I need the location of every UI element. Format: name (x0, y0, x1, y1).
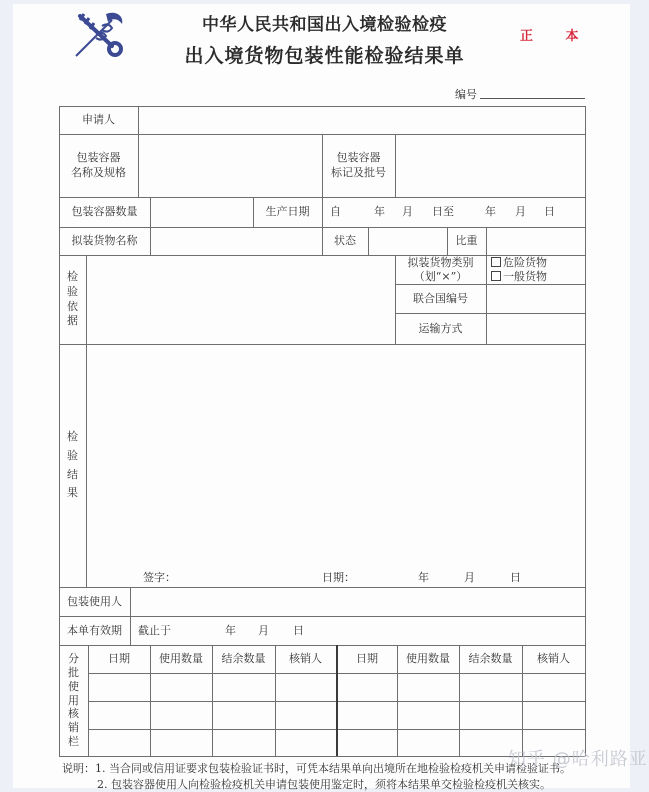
batch-char: 分 (68, 652, 79, 666)
table-row[interactable] (89, 702, 585, 729)
state-label: 状态 (334, 234, 356, 248)
dangerous-goods-label: 危险货物 (503, 256, 547, 270)
notes-line-1 (62, 760, 571, 776)
batch-col-date: 日期 (108, 652, 130, 666)
batch-usage-label (59, 645, 88, 756)
batch-col-remaining-qty: 结余数量 (221, 652, 266, 666)
specific-gravity-field[interactable] (487, 228, 585, 255)
validity-day-label: 日 (293, 624, 304, 638)
container-name-label-line2: 名称及规格 (71, 165, 126, 179)
un-number-label: 联合国编号 (413, 291, 468, 305)
batch-col-remaining-qty-2: 结余数量 (468, 652, 513, 666)
signature-label: 签字： (143, 571, 176, 584)
date-year1-label: 年 (374, 205, 385, 219)
validity-year-label: 年 (225, 624, 236, 638)
basis-char: 检 (67, 269, 78, 283)
serial-number-field[interactable] (480, 98, 585, 99)
validity-month-label: 月 (258, 624, 269, 638)
sign-date-label: 日期： (322, 571, 355, 584)
batch-char: 用 (68, 693, 79, 707)
date-from-label: 自 (330, 205, 341, 219)
date-month2-label: 月 (515, 205, 526, 219)
result-char: 结 (67, 467, 78, 481)
batch-col-date-2: 日期 (356, 652, 378, 666)
inspection-result-label (59, 344, 86, 587)
notes-prefix: 说明： (62, 762, 95, 775)
container-qty-label: 包装容器数量 (71, 205, 138, 219)
goods-category-label-line1: 拟装货物类别 (407, 256, 474, 270)
inspection-basis-label (59, 255, 86, 344)
container-mark-label-line1: 包装容器 (336, 150, 381, 164)
agency-title: 中华人民共和国出入境检验检疫 (202, 15, 447, 35)
package-user-field[interactable] (131, 588, 585, 616)
serial-label: 编号 (455, 88, 477, 101)
container-name-field[interactable] (139, 135, 322, 197)
specific-gravity-label: 比重 (455, 234, 478, 248)
container-mark-label-line2: 标记及批号 (331, 165, 386, 179)
package-user-label: 包装使用人 (67, 594, 122, 608)
form-title: 出入境货物包装性能检验结果单 (184, 45, 465, 67)
signature-field[interactable] (180, 566, 310, 584)
state-field[interactable] (369, 228, 447, 255)
container-name-label-line1: 包装容器 (76, 150, 121, 164)
date-month1-label: 月 (402, 205, 413, 219)
batch-char: 栏 (68, 734, 79, 748)
table-row[interactable] (89, 674, 585, 701)
general-goods-label: 一般货物 (503, 269, 547, 283)
container-name-label (59, 134, 138, 197)
date-day2-label: 日 (544, 205, 555, 219)
batch-char: 核 (68, 707, 79, 721)
batch-col-used-qty: 使用数量 (159, 652, 203, 666)
applicant-field[interactable] (139, 107, 585, 134)
basis-char: 据 (67, 314, 78, 328)
production-date-range-field[interactable] (322, 197, 585, 227)
basis-char: 验 (67, 284, 78, 298)
container-mark-label (322, 134, 395, 197)
production-date-label: 生产日期 (265, 205, 310, 219)
transport-field[interactable] (487, 314, 585, 344)
inspection-basis-field[interactable] (87, 256, 395, 344)
notes-text-1: 1. 当合同或信用证要求包装检验证书时，可凭本结果单向出境所在地检验检疫机关申请检验证书。 (95, 762, 571, 775)
batch-col-used-qty-2: 使用数量 (406, 652, 450, 666)
batch-char: 批 (68, 666, 79, 680)
goods-name-field[interactable] (151, 228, 322, 255)
sign-day-label: 日 (510, 571, 521, 584)
transport-label: 运输方式 (418, 321, 463, 335)
validity-until-label: 截止于 (138, 624, 171, 638)
sign-month-label: 月 (464, 571, 475, 584)
inspection-result-field[interactable] (87, 345, 585, 563)
date-day-to-label: 日至 (432, 205, 454, 219)
batch-col-verifier: 核销人 (289, 652, 322, 666)
batch-char: 使 (68, 679, 79, 693)
un-number-field[interactable] (487, 285, 585, 313)
batch-col-verifier-2: 核销人 (537, 652, 570, 666)
container-mark-field[interactable] (396, 135, 585, 197)
goods-name-label: 拟装货物名称 (71, 234, 138, 248)
goods-category-label (395, 255, 486, 284)
result-char: 果 (67, 486, 78, 500)
dangerous-goods-checkbox[interactable] (491, 257, 501, 267)
applicant-label: 申请人 (82, 113, 115, 127)
result-char: 验 (67, 448, 78, 462)
watermark: 知乎 @哈利路亚 (508, 749, 648, 770)
validity-label: 本单有效期 (67, 623, 122, 637)
goods-category-options (487, 255, 585, 284)
notes-line-2: 2. 包装容器使用人向检验检疫机关申请包装使用鉴定时，须将本结果单交检验检疫机关核实。 (97, 778, 551, 791)
general-goods-checkbox[interactable] (491, 271, 501, 281)
sign-year-label: 年 (418, 571, 429, 584)
validity-field[interactable] (131, 617, 585, 645)
batch-char: 销 (68, 721, 79, 735)
container-qty-field[interactable] (151, 198, 253, 227)
goods-category-label-line2: （划“×”） (413, 269, 468, 283)
dangerous-goods-option[interactable] (491, 256, 547, 269)
copy-stamp: 正 本 (520, 29, 593, 44)
result-char: 检 (67, 430, 78, 444)
basis-char: 依 (67, 299, 78, 313)
general-goods-option[interactable] (491, 270, 547, 283)
date-year2-label: 年 (485, 205, 496, 219)
